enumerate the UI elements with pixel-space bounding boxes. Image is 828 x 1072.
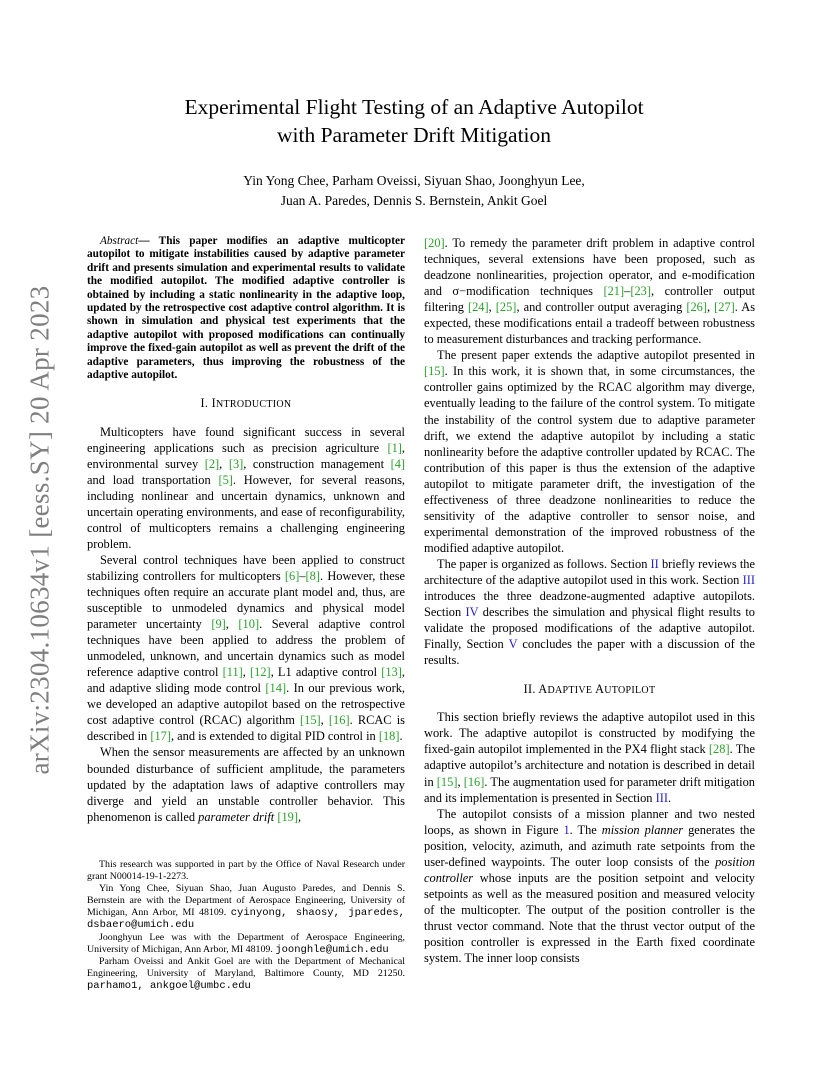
left-column [87,235,405,825]
text-segment: introduces the three deadzone-augmented adaptive autopilots. Section [424,589,755,620]
text-segment: briefly reviews the architecture of the adaptive autopilot used in this work. Section [424,556,755,587]
arxiv-identifier: arXiv:2304.10634v1 [eess.SY] 20 Apr 2023 [24,285,55,775]
footnote-affiliation-umbc: Parham Oveissi and Ankit Goel are with the Department of Mechanical Engineering, University of Maryland, Baltimore County, MD 21250. parhamo1, ankgoel@umbc.edu [87,955,405,992]
citation-link[interactable]: [20] [424,236,445,250]
text-segment: . However, for several reasons, including nonlinear and uncertain dynamics, unknown and uncertain operating environments, and ease of reconfigurability, control of multicopters remains a challenging engineering problem. [87,472,406,551]
text-segment: When the sensor measurements are affected by an unknown bounded disturbance of sufficient amplitude, the parameters updated by the adaptation laws of adaptive controllers may diverge and yield an unstable controller behavior. This phenomenon is called [87,745,405,824]
cross-reference-link[interactable]: III [655,790,668,805]
abstract [87,235,405,382]
section2-paragraph-1 [424,709,755,805]
section-heading-introduction: I. INTRODUCTION [200,396,292,411]
text-segment: , [457,774,464,789]
text-segment: , environmental survey [87,440,405,471]
text-segment: , and adaptive sliding mode control [87,665,405,696]
text-segment: generates the position, velocity, azimuth, and azimuth rate setpoints from the user-defined waypoints. The outer loop consists of the [424,822,755,869]
text-segment: , and is extended to digital PID control in [170,729,379,744]
text-segment: . [399,729,403,744]
citation-link[interactable]: [25] [495,300,517,315]
text-segment: , [706,300,715,315]
text-segment: Several control techniques have been applied to construct stabilizing controllers for multicopters [87,552,405,583]
text-segment: – [624,284,631,299]
text-segment: , [488,300,496,315]
citation-link[interactable]: [13] [381,665,402,680]
footnote-affiliation-umich: Yin Yong Chee, Siyuan Shao, Juan Augusto Paredes, and Dennis S. Bernstein are with the Department of Aerospace Engineering, University of Michigan, Ann Arbor, MI 48109. cyinyong, shaosy, jparedes, dsbaero@umich.edu [87,883,405,932]
text-segment: Multicopters have found significant success in several engineering applications such as precision agriculture [87,424,405,455]
text-segment: . The [569,822,602,837]
text-segment: , [219,456,229,471]
text-segment: describes the simulation and physical flight results to validate the proposed modifications of the adaptive autopilot. Finally, Section [424,605,755,652]
email-umbc: parhamo1, ankgoel@umbc.edu [87,979,251,992]
email-lee: joonghle@umich.edu [275,943,389,956]
emphasized-term: position controller [424,854,755,885]
citation-link[interactable]: [16] [463,774,485,789]
citation-link[interactable]: [21] [603,284,625,299]
authors-line-2: Juan A. Paredes, Dennis S. Bernstein, Ankit Goel [280,193,548,208]
text-segment: . Several adaptive control techniques have been applied to address the problem of unmodeled, unknown, and uncertain dynamics such as model reference adaptive control [87,617,405,680]
emphasized-term: mission planner [601,822,684,837]
citation-link[interactable]: [2] [204,456,220,471]
citation-link[interactable]: [27] [714,300,735,315]
text-segment: The present paper extends the adaptive autopilot presented in [437,348,755,363]
text-segment: , L1 adaptive control [270,665,382,680]
text-segment: . The adaptive autopilot’s architecture and notation is described in detail in [424,742,755,789]
text-segment: . [667,790,672,805]
abstract-text: — This paper modifies an adaptive multicopter autopilot to mitigate instabilities caused by adaptive parameter drift and presents simulation and experimental results to validate the modified autopilot. The modified adaptive controller is obtained by including a static nonlinearity in the adaptive loop, updated by the retrospective cost adaptive control algorithm. It is shown in simulation and physical test experiments that the adaptive autopilot with proposed modifications can continually improve the fixed-gain autopilot as well as prevent the drift of the adaptive parameters, thus improving the robustness of the adaptive autopilot. [87,235,405,382]
footnote-affiliation-lee: Joonghyun Lee was with the Department of Aerospace Engineering, University of Michigan, Ann Arbor, MI 48109. joonghle@umich.edu [87,931,405,956]
cross-reference-link[interactable]: V [508,637,518,652]
citation-link[interactable]: [3] [228,456,244,471]
right-paragraph-1 [424,235,755,347]
text-segment: , construction management [243,456,391,471]
text-segment: , [242,665,251,680]
citation-link[interactable]: [5] [218,472,233,487]
text-segment: . To remedy the parameter drift problem in adaptive control techniques, several extensions have been proposed, such as deadzone nonlinearities, projection operator, and e-modification and σ−modification techniques [424,236,755,299]
text-segment: , controller output filtering [424,284,756,315]
cross-reference-link[interactable]: IV [465,605,479,620]
citation-link[interactable]: [6] [284,568,300,583]
citation-link[interactable]: [15] [436,774,458,789]
text-segment: concludes the paper with a discussion of the results. [424,637,755,668]
text-segment: whose inputs are the position setpoint and velocity setpoints as well as the measured position and measured velocity of the multicopter. The output of the position controller is the thrust vector command. Note that the thrust vector output of the position controller is expressed in the Earth fixed coordinate system. The inner loop consists [424,870,755,966]
abstract-label: Abstract [100,235,139,247]
intro-paragraph-2 [87,552,405,745]
citation-link[interactable]: [4] [390,456,406,471]
citation-link[interactable]: [9] [211,617,226,632]
text-segment: and load transportation [87,472,219,487]
paper-title [0,93,828,149]
citation-link[interactable]: [10] [238,617,260,632]
email-umich: cyinyong, shaosy, jparedes, dsbaero@umich.edu [87,907,405,932]
intro-paragraph-1 [87,424,405,552]
arxiv-sidebar-stamp [20,280,60,780]
title-line-1: Experimental Flight Testing of an Adaptive Autopilot [184,95,644,119]
text-segment: . RCAC is described in [87,713,405,744]
text-segment: , [297,809,302,824]
section-heading-adaptive-autopilot: II. ADAPTIVE AUTOPILOT [523,682,656,697]
citation-link[interactable]: [15] [300,713,321,728]
text-segment: . However, these techniques often require an accurate plant model and, thus, are susceptible to unmodeled dynamics and physical model parameter uncertainty [87,568,406,632]
text-segment: The autopilot consists of a mission planner and two nested loops, as shown in Figure [424,806,755,837]
citation-link[interactable]: [14] [265,681,287,696]
right-column [424,235,755,966]
cross-reference-link[interactable]: III [742,572,755,587]
footnote-funding: This research was supported in part by the Office of Naval Research under grant N00014-19-1-2273. [87,859,405,883]
emphasized-term: parameter drift [198,809,275,824]
text-segment: . In our previous work, we developed an adaptive autopilot based on the retrospective cost adaptive control (RCAC) algorithm [87,681,405,728]
text-segment: , and controller output averaging [516,300,687,315]
cross-reference-link[interactable]: 1 [563,822,570,837]
citation-link[interactable]: [11] [222,665,243,680]
title-line-2: with Parameter Drift Mitigation [276,123,552,147]
citation-link[interactable]: [26] [686,300,707,315]
citation-link[interactable]: [15] [424,364,445,379]
text-segment: The paper is organized as follows. Section [437,556,651,571]
citation-link[interactable]: [19] [277,809,298,824]
citation-link[interactable]: [28] [708,742,730,757]
citation-link[interactable]: [23] [630,284,651,299]
text-segment: This section briefly reviews the adaptive autopilot used in this work. The adaptive autopilot is constructed by modifying the fixed-gain autopilot implemented in the PX4 flight stack [424,710,755,757]
citation-link[interactable]: [12] [250,665,271,680]
text-segment: . The augmentation used for parameter drift mitigation and its implementation is presented in Section [424,774,755,805]
text-segment: , [320,713,329,728]
footnotes [87,859,405,992]
right-paragraph-2 [424,347,755,556]
cross-reference-link[interactable]: II [650,556,659,571]
text-segment: . In this work, it is shown that, in some circumstances, the controller gains optimized by the RCAC algorithm may diverge, eventually leading to the failure of the control system. To mitigate the instability of the control system due to adaptive parameter drift, we extend the adaptive autopilot by including a static nonlinearity before the adaptive controller updated by RCAC. The contribution of this paper is thus the extension of the adaptive autopilot to mitigate parameter drift, the investigation of the effectiveness of three deadzone nonlinearities to reduce the sensitivity of the adaptive controller to sensor noise, and experimental demonstration of the improved robustness of the modified adaptive autopilot. [424,364,755,555]
right-paragraph-3 [424,556,755,668]
citation-link[interactable]: [16] [328,713,350,728]
citation-link[interactable]: [18] [378,729,400,744]
authors-line-1: Yin Yong Chee, Parham Oveissi, Siyuan Shao, Joonghyun Lee, [243,173,585,188]
intro-paragraph-3 [87,744,405,824]
text-segment: – [299,568,306,583]
citation-link[interactable]: [8] [305,568,320,583]
author-list [0,171,828,211]
section2-paragraph-2 [424,806,755,966]
citation-link[interactable]: [1] [387,440,402,455]
text-segment: . As expected, these modifications entail a tradeoff between robustness to measurement disturbances and tracking performance. [424,300,756,347]
citation-link[interactable]: [17] [150,729,171,744]
text-segment: , [225,617,239,632]
citation-link[interactable]: [24] [467,300,489,315]
